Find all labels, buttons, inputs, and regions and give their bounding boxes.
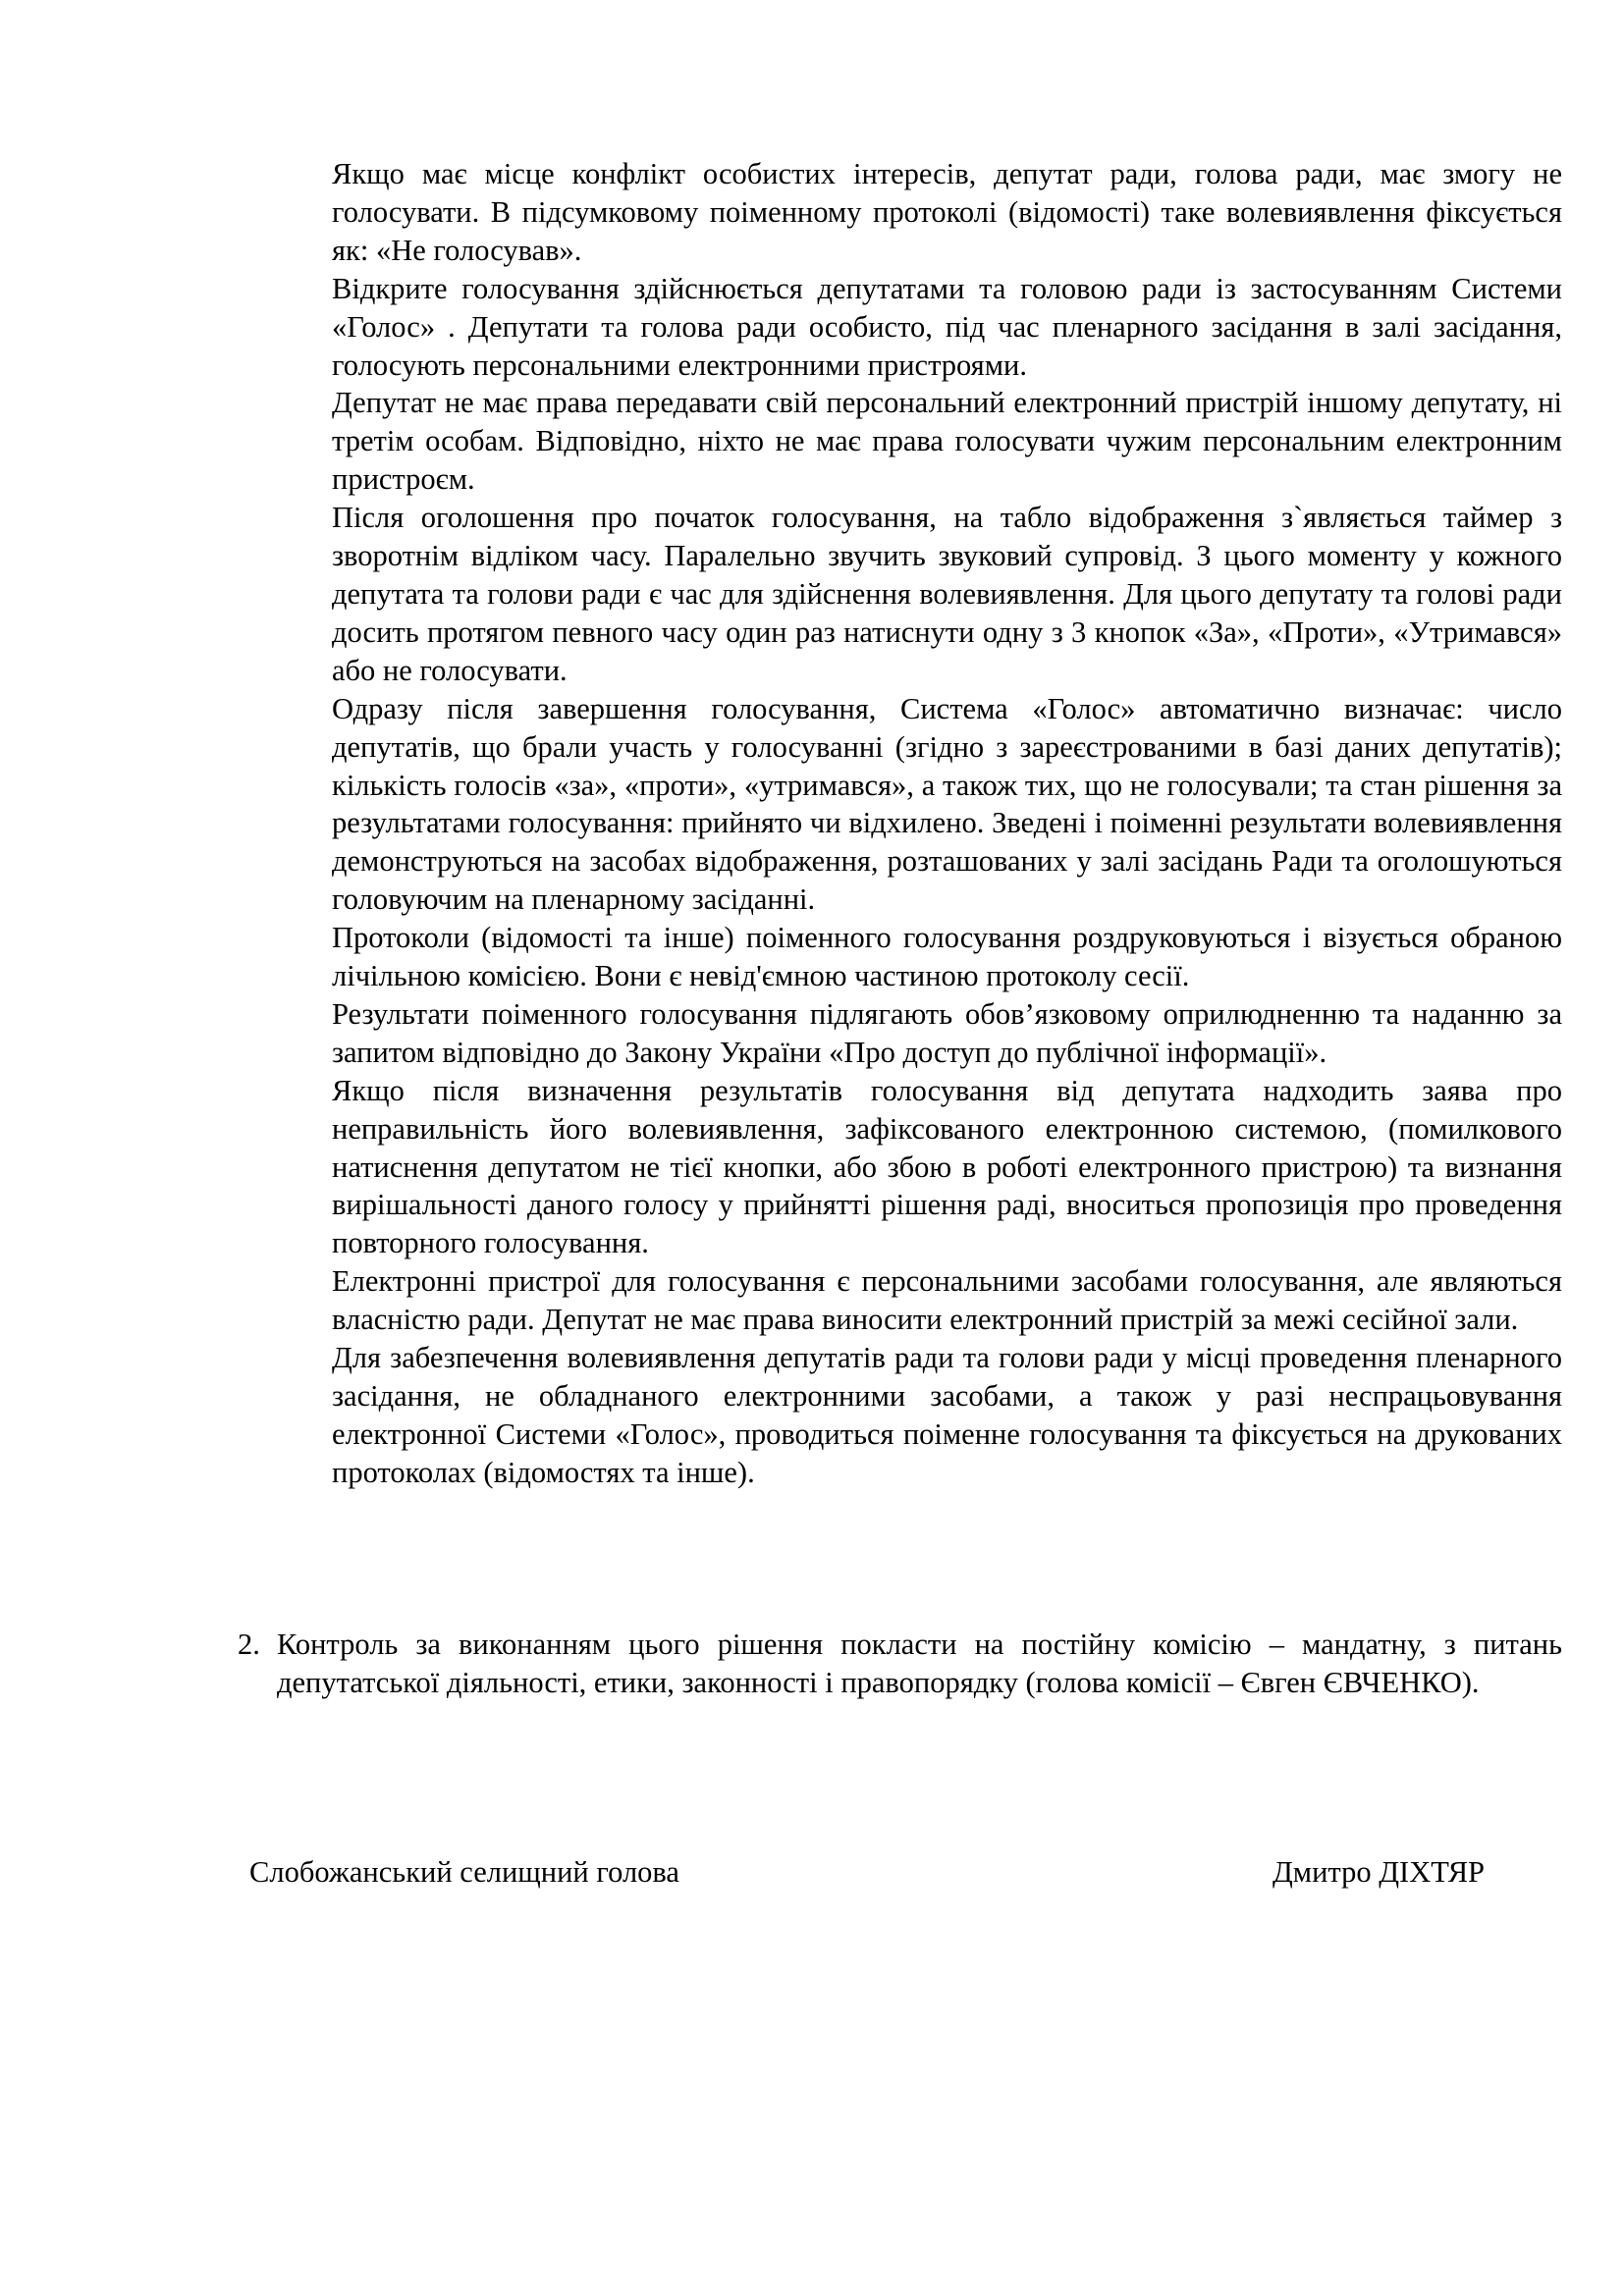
paragraph-conflict-of-interest: Якщо має місце конфлікт особистих інтересів, депутат ради, голова ради, має змогу не голосувати. В підсумковому поіменному протоколі (відомості) таке волевиявлення фіксується як: «Не голосував». [332,157,1562,267]
paragraph-device-transfer: Депутат не має права передавати свій персональний електронний пристрій іншому депутату, ні третім особам. Відповідно, ніхто не має права голосувати чужим персональним електронним пристроєм. [332,386,1562,497]
list-item-number: 2. [238,1628,260,1661]
paragraph-device-ownership: Електронні пристрої для голосування є персональними засобами голосування, але являються власністю ради. Депутат не має права виносити електронний пристрій за межі сесійної зали. [332,1264,1562,1337]
paragraph-voting-results: Одразу після завершення голосування, Система «Голос» автоматично визначає: число депутатів, що брали участь у голосуванні (згідно з зареєстрованими в базі даних депутатів); кількість голосів «за», «проти», «утримався», а також тих, що не голосували; та стан рішення за результатами голосування: прийнято чи відхилено. Зведені і поіменні результати волевиявлення демонструються на засобах відображення, розташованих у залі засідань Ради та оголошуються головуючим на пленарному засіданні. [332,691,1562,917]
paragraph-open-voting: Відкрите голосування здійснюється депутатами та головою ради із застосуванням Системи «Голос» . Депутати та голова ради особисто, під час пленарного засідання в залі засідання, голосують персональними електронними пристроями. [332,271,1562,382]
paragraph-voting-timer: Після оголошення про початок голосування, на табло відображення з`являється таймер з зворотнім відліком часу. Паралельно звучить звуковий супровід. З цього моменту у кожного депутата та голови ради є час для здійснення волевиявлення. Для цього депутату та голові ради досить протягом певного часу один раз натиснути одну з 3 кнопок «За», «Проти», «Утримався» або не голосувати. [332,501,1562,687]
signature-name: Дмитро ДІХТЯР [1272,1855,1486,1889]
list-item-text: Контроль за виконанням цього рішення покласти на постійну комісію – мандатну, з питань депутатської діяльності, етики, законності і правопорядку (голова комісії – Євген ЄВЧЕНКО). [277,1628,1562,1699]
signature-position: Слобожанський селищний голова [249,1855,679,1889]
paragraph-protocols: Протоколи (відомості та інше) поіменного голосування роздруковуються і візується обраною лічільною комісією. Вони є невід'ємною частиною протоколу сесії. [332,921,1562,993]
paragraph-publication: Результати поіменного голосування підлягають обов’язковому оприлюдненню та наданню за запитом відповідно до Закону України «Про доступ до публічної інформації». [332,996,1562,1069]
paragraph-revote: Якщо після визначення результатів голосування від депутата надходить заява про неправильність його волевиявлення, зафіксованого електронною системою, (помилкового натиснення депутатом не тієї кнопки, або збою в роботі електронного пристрою) та визнання вирішальності даного голосу у прийнятті рішення раді, вноситься пропозиція про проведення повторного голосування. [332,1073,1562,1260]
voting-procedure-section [332,155,1562,1492]
paragraph-paper-voting: Для забезпечення волевиявлення депутатів ради та голови ради у місці проведення пленарного засідання, не обладнаного електронними засобами, а також у разі неспрацьовування електронної Системи «Голос», проводиться поіменне голосування та фіксується на друкованих протоколах (відомостях та інше). [332,1341,1562,1489]
